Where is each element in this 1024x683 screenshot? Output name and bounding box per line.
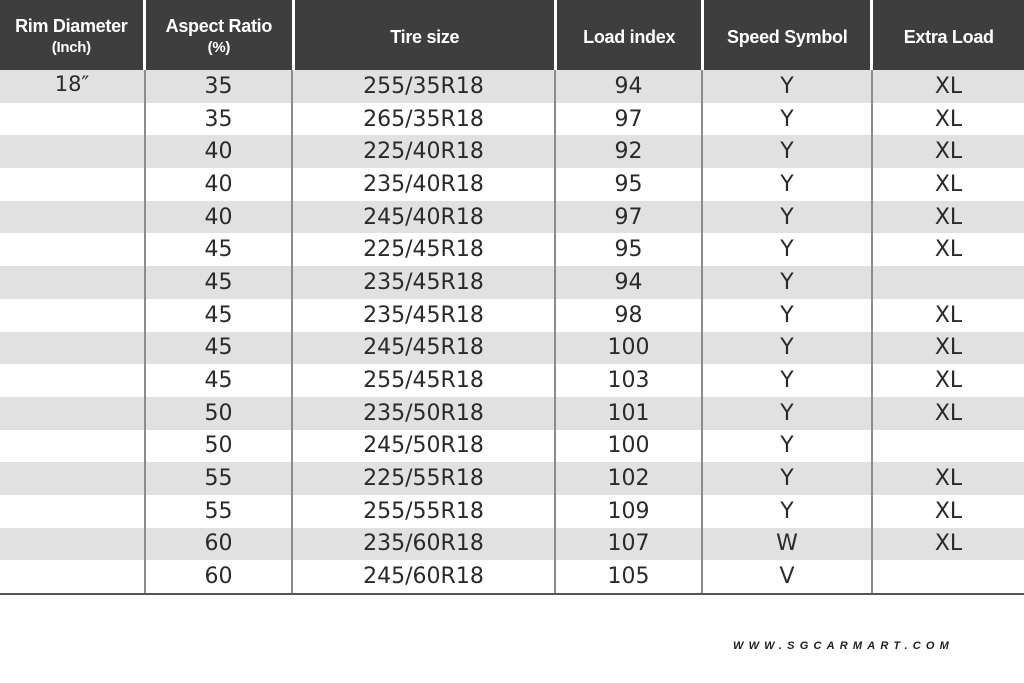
rim-diameter-cell — [0, 168, 146, 201]
load-index-cell: 92 — [556, 135, 703, 168]
rim-diameter-cell — [0, 201, 146, 234]
table-row — [0, 495, 1024, 528]
rim-diameter-cell — [0, 266, 146, 299]
speed-symbol-cell: Y — [703, 397, 873, 430]
table-row — [0, 103, 1024, 136]
speed-symbol-cell: Y — [703, 168, 873, 201]
aspect-ratio-cell: 35 — [146, 103, 293, 136]
header-extra-load: Extra Load — [873, 0, 1024, 70]
header-speed-symbol: Speed Symbol — [704, 0, 871, 70]
extra-load-cell — [873, 560, 1024, 593]
load-index-cell: 95 — [556, 233, 703, 266]
table-row — [0, 430, 1024, 463]
rim-diameter-cell — [0, 528, 146, 561]
aspect-ratio-cell: 45 — [146, 266, 293, 299]
load-index-cell: 101 — [556, 397, 703, 430]
header-rim-diameter-line2: (Inch) — [51, 39, 91, 56]
extra-load-cell: XL — [934, 498, 963, 524]
extra-load-cell: XL — [934, 466, 963, 492]
header-aspect-ratio-line1: Aspect Ratio — [165, 16, 273, 36]
extra-load-cell: XL — [934, 368, 963, 394]
tire-size-cell: 225/45R18 — [293, 233, 556, 266]
extra-load-cell: XL — [934, 204, 963, 230]
rim-diameter-cell — [0, 299, 146, 332]
speed-symbol-cell: Y — [703, 266, 873, 299]
aspect-ratio-cell: 45 — [146, 364, 293, 397]
aspect-ratio-cell: 40 — [146, 201, 293, 234]
aspect-ratio-cell: 55 — [146, 462, 293, 495]
tire-size-cell: 245/50R18 — [293, 430, 556, 463]
rim-diameter-cell — [0, 430, 146, 463]
tire-size-cell: 265/35R18 — [293, 103, 556, 136]
speed-symbol-cell: V — [703, 560, 873, 593]
rim-diameter-cell — [0, 397, 146, 430]
extra-load-cell: XL — [934, 302, 963, 328]
rim-diameter-cell — [0, 233, 146, 266]
speed-symbol-cell: Y — [703, 201, 873, 234]
speed-symbol-cell: Y — [703, 332, 873, 365]
rim-diameter-cell — [0, 495, 146, 528]
tire-size-cell: 235/50R18 — [293, 397, 556, 430]
table-row — [0, 332, 1024, 365]
speed-symbol-cell: Y — [703, 135, 873, 168]
load-index-cell: 97 — [556, 201, 703, 234]
aspect-ratio-cell: 60 — [146, 528, 293, 561]
tire-size-cell: 245/60R18 — [293, 560, 556, 593]
tire-size-cell: 235/45R18 — [293, 266, 556, 299]
extra-load-cell: XL — [934, 171, 963, 197]
header-tire-size: Tire size — [295, 0, 554, 70]
speed-symbol-cell: Y — [703, 233, 873, 266]
header-rim-diameter — [0, 0, 143, 70]
table-row — [0, 397, 1024, 430]
speed-symbol-cell: W — [703, 528, 873, 561]
tire-size-cell: 245/45R18 — [293, 332, 556, 365]
load-index-cell: 95 — [556, 168, 703, 201]
speed-symbol-cell: Y — [703, 103, 873, 136]
rim-diameter-cell — [0, 332, 146, 365]
table-row — [0, 560, 1024, 593]
aspect-ratio-cell: 45 — [146, 299, 293, 332]
table-row — [0, 70, 1024, 103]
tire-size-cell: 255/35R18 — [293, 70, 556, 103]
extra-load-cell: XL — [934, 400, 963, 426]
table-row — [0, 462, 1024, 495]
tire-size-cell: 225/55R18 — [293, 462, 556, 495]
table-row — [0, 364, 1024, 397]
load-index-cell: 102 — [556, 462, 703, 495]
load-index-cell: 103 — [556, 364, 703, 397]
table-row — [0, 266, 1024, 299]
table-row — [0, 233, 1024, 266]
load-index-cell: 94 — [556, 70, 703, 103]
extra-load-cell: XL — [934, 531, 963, 557]
aspect-ratio-cell: 40 — [146, 168, 293, 201]
rim-diameter-cell — [0, 135, 146, 168]
extra-load-cell: XL — [934, 106, 963, 132]
table-row — [0, 299, 1024, 332]
extra-load-cell: XL — [934, 237, 963, 263]
tire-size-cell: 255/45R18 — [293, 364, 556, 397]
load-index-cell: 100 — [556, 430, 703, 463]
aspect-ratio-cell: 35 — [146, 70, 293, 103]
aspect-ratio-cell: 60 — [146, 560, 293, 593]
rim-diameter-cell — [0, 560, 146, 593]
load-index-cell: 98 — [556, 299, 703, 332]
rim-diameter-cell — [0, 103, 146, 136]
speed-symbol-cell: Y — [703, 462, 873, 495]
tire-size-cell: 235/60R18 — [293, 528, 556, 561]
extra-load-cell — [873, 430, 1024, 463]
extra-load-cell: XL — [934, 335, 963, 361]
load-index-cell: 107 — [556, 528, 703, 561]
rim-diameter-cell — [0, 364, 146, 397]
extra-load-cell: XL — [934, 73, 963, 99]
load-index-cell: 100 — [556, 332, 703, 365]
speed-symbol-cell: Y — [703, 364, 873, 397]
header-rim-diameter-line1: Rim Diameter — [15, 16, 128, 36]
load-index-cell: 109 — [556, 495, 703, 528]
header-load-index: Load index — [557, 0, 701, 70]
watermark: WWW.SGCARMART.COM — [733, 640, 954, 652]
tire-size-cell: 235/45R18 — [293, 299, 556, 332]
rim-diameter-cell: 18″ — [0, 70, 146, 103]
speed-symbol-cell: Y — [703, 70, 873, 103]
aspect-ratio-cell: 40 — [146, 135, 293, 168]
tire-size-cell: 225/40R18 — [293, 135, 556, 168]
aspect-ratio-cell: 55 — [146, 495, 293, 528]
tire-size-cell: 235/40R18 — [293, 168, 556, 201]
table-body — [0, 70, 1024, 593]
tire-size-cell: 255/55R18 — [293, 495, 556, 528]
aspect-ratio-cell: 50 — [146, 430, 293, 463]
load-index-cell: 94 — [556, 266, 703, 299]
extra-load-cell — [873, 266, 1024, 299]
table-row — [0, 135, 1024, 168]
aspect-ratio-cell: 45 — [146, 332, 293, 365]
rim-diameter-cell — [0, 462, 146, 495]
tire-size-cell: 245/40R18 — [293, 201, 556, 234]
load-index-cell: 97 — [556, 103, 703, 136]
speed-symbol-cell: Y — [703, 430, 873, 463]
aspect-ratio-cell: 45 — [146, 233, 293, 266]
table-row — [0, 528, 1024, 561]
table-row — [0, 168, 1024, 201]
header-aspect-ratio — [146, 0, 293, 70]
load-index-cell: 105 — [556, 560, 703, 593]
table-header — [0, 0, 1024, 70]
speed-symbol-cell: Y — [703, 299, 873, 332]
aspect-ratio-cell: 50 — [146, 397, 293, 430]
extra-load-cell: XL — [934, 139, 963, 165]
speed-symbol-cell: Y — [703, 495, 873, 528]
header-aspect-ratio-line2: (%) — [207, 39, 231, 56]
table-row — [0, 201, 1024, 234]
